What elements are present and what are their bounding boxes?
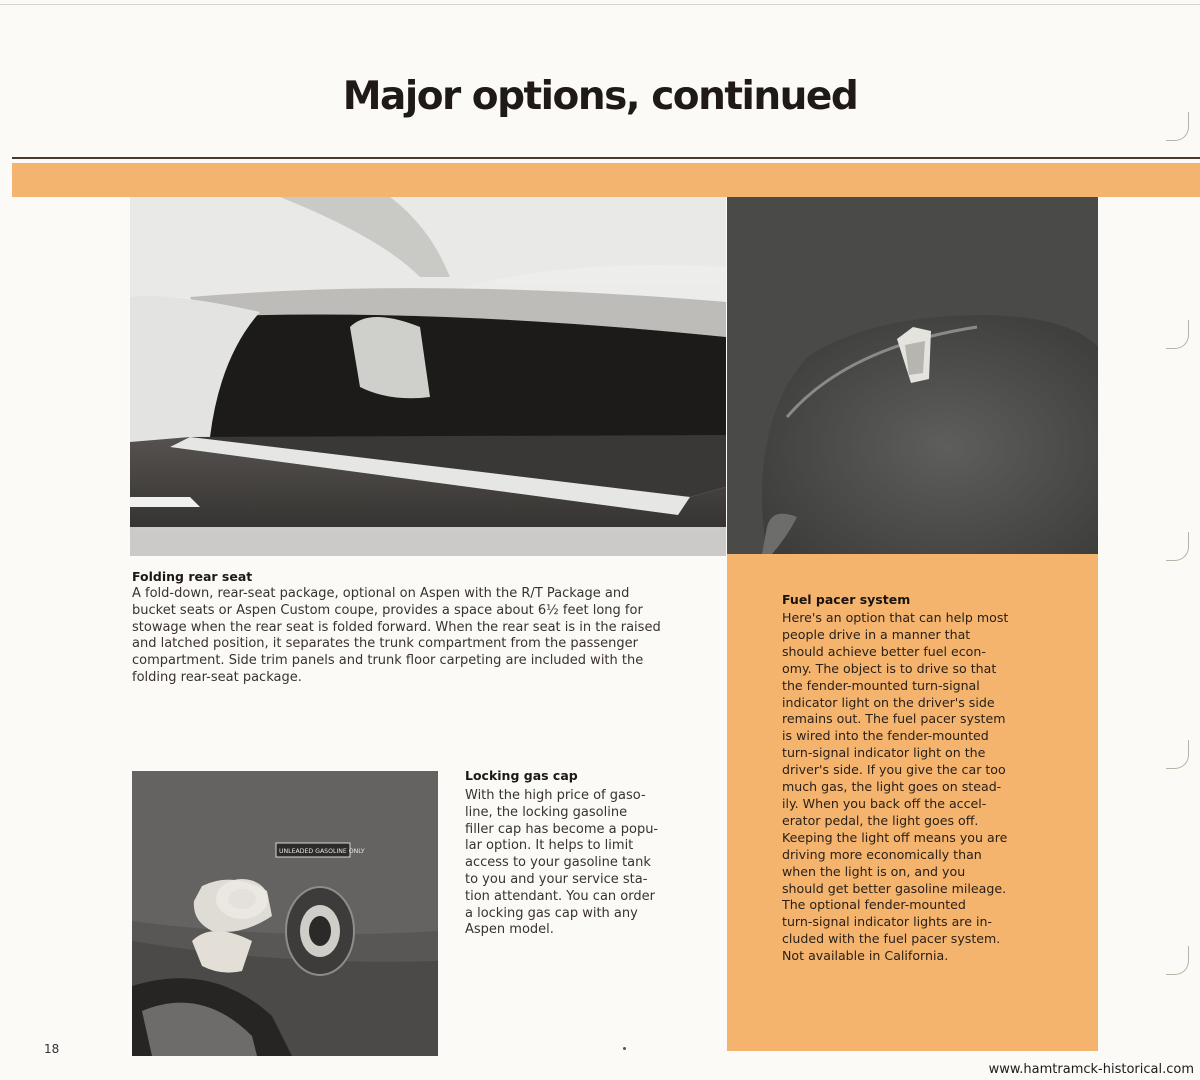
text-line: remains out. The fuel pacer system xyxy=(782,711,1006,727)
fuel-pacer-heading: Fuel pacer system xyxy=(782,592,911,607)
text-line: Aspen model. xyxy=(465,922,554,938)
text-line: tion attendant. You can order xyxy=(465,888,655,904)
top-rule xyxy=(0,4,1200,5)
binder-hole xyxy=(1166,112,1189,141)
text-line: filler cap has become a popu- xyxy=(465,821,659,837)
text-line: omy. The object is to drive so that xyxy=(782,660,997,676)
page-title: Major options, continued xyxy=(342,74,858,119)
text-line: a locking gas cap with any xyxy=(465,905,638,921)
text-line: the fender-mounted turn-signal xyxy=(782,677,980,693)
text-line: ily. When you back off the accel- xyxy=(782,795,987,811)
text-line: lar option. It helps to limit xyxy=(465,838,634,854)
text-line: indicator light on the driver's side xyxy=(782,694,995,710)
text-line: A fold-down, rear-seat package, optional on Aspen with the R/T Package and xyxy=(132,586,630,601)
text-line: Not available in California. xyxy=(782,948,949,964)
page-number: 18 xyxy=(44,1042,60,1056)
text-line: The optional fender-mounted xyxy=(782,897,966,913)
text-line: driver's side. If you give the car too xyxy=(782,762,1006,778)
folding-rear-seat-body xyxy=(132,586,692,687)
title-rule xyxy=(12,157,1200,159)
text-line: turn-signal indicator lights are in- xyxy=(782,914,992,930)
locking-gas-cap-heading: Locking gas cap xyxy=(465,768,578,783)
folding-rear-seat-heading: Folding rear seat xyxy=(132,569,253,584)
text-line: much gas, the light goes on stead- xyxy=(782,779,1002,795)
binder-hole xyxy=(1166,946,1189,975)
text-line: and latched position, it separates the trunk compartment from the passenger xyxy=(132,636,638,652)
binder-hole xyxy=(1166,532,1189,561)
fender-indicator-photo xyxy=(727,197,1098,554)
text-line: to you and your service sta- xyxy=(465,871,648,887)
unleaded-label: UNLEADED GASOLINE ONLY xyxy=(279,848,365,855)
text-line: folding rear-seat package. xyxy=(132,669,302,685)
text-line: access to your gasoline tank xyxy=(465,855,651,871)
text-line: Here's an option that can help most xyxy=(782,610,1009,625)
text-line: compartment. Side trim panels and trunk floor carpeting are included with the xyxy=(132,653,644,669)
binder-hole xyxy=(1166,740,1189,769)
text-line: should achieve better fuel econ- xyxy=(782,643,986,659)
text-line: stowage when the rear seat is folded forward. When the rear seat is in the raised xyxy=(132,619,661,635)
binder-hole xyxy=(1166,320,1189,349)
center-dot xyxy=(623,1047,626,1050)
text-line: turn-signal indicator light on the xyxy=(782,745,986,761)
text-line: cluded with the fuel pacer system. xyxy=(782,931,1001,947)
text-line: should get better gasoline mileage. xyxy=(782,880,1007,896)
text-line: erator pedal, the light goes off. xyxy=(782,812,979,828)
watermark: www.hamtramck-historical.com xyxy=(988,1062,1194,1077)
text-line: With the high price of gaso- xyxy=(465,788,646,803)
text-line: line, the locking gasoline xyxy=(465,804,628,820)
text-line: driving more economically than xyxy=(782,846,982,862)
fuel-pacer-body xyxy=(782,610,1082,965)
folding-rear-seat-photo xyxy=(130,197,726,556)
locking-gas-cap-photo xyxy=(132,771,438,1056)
text-line: bucket seats or Aspen Custom coupe, provides a space about 6½ feet long for xyxy=(132,602,643,618)
text-line: is wired into the fender-mounted xyxy=(782,728,989,744)
text-line: Keeping the light off means you are xyxy=(782,829,1008,845)
text-line: people drive in a manner that xyxy=(782,626,971,642)
text-line: when the light is on, and you xyxy=(782,863,966,879)
accent-band xyxy=(12,163,1200,197)
locking-gas-cap-body xyxy=(465,788,705,939)
